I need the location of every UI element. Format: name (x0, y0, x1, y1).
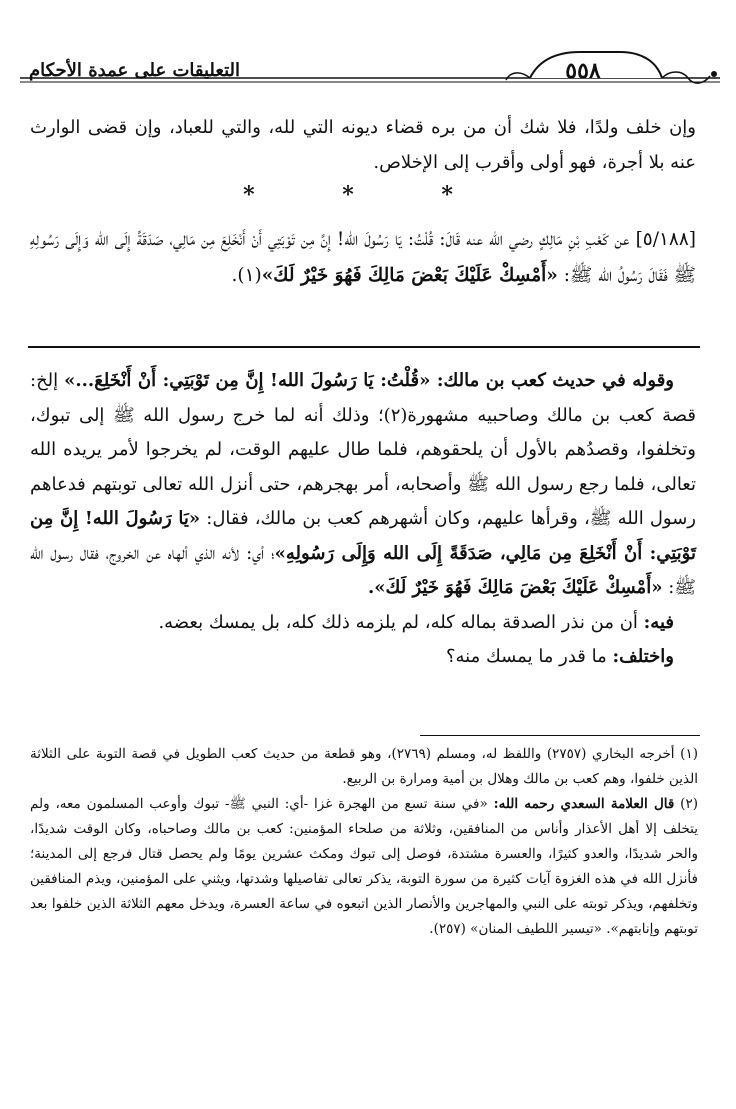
page-number: ٥٥٨ (565, 58, 601, 84)
section-separator: * * * (243, 182, 493, 208)
hadith-block (30, 222, 696, 294)
hadith-number: [٥/١٨٨] (635, 229, 696, 250)
footnote-2-text: «في سنة تسع من الهجرة غزا -أي: النبي ﷺ- تبوك وأوعب المسلمون معه، ولم يتخلف إلا أهل الأعذار وأناس من المنافقين، وثلاثة من صلحاء المؤمنين: كعب بن مالك وصاحباه، وكان الوقت شديدًا، والحر شديدًا، والعدو كثيرًا، والعسرة مشتدة، فوصل إلى تبوك ومكث عشرين يومًا ولم يحصل قتال فرجع إلى المدينة؛ فأنزل الله في هذه الغزوة آيات كثيرة من سورة التوبة، يذكر تعالى تفاصيلها وشدتها، ويثني على المؤمنين، ويذم المنافقين وتخلفهم، ويذكر توبته على النبي والمهاجرين والأنصار الذين اتبعوه في ساعة العسرة، ويدخل معهم الثلاثة الذين خلفوا بعد توبتهم وإنابتهم». «تيسير اللطيف المنان» (٢٥٧). (30, 796, 698, 937)
benefit-paragraph (30, 606, 696, 641)
footnotes (30, 742, 698, 942)
footnote-1 (30, 742, 698, 792)
running-title: التعليقات على عمدة الأحكام (28, 60, 240, 81)
main-divider (28, 346, 700, 348)
footnote-ref: (١). (231, 265, 262, 286)
footnote-divider (420, 735, 700, 736)
commentary (30, 364, 696, 675)
footnote-1-text: أخرجه البخاري (٢٧٥٧) واللفظ له، ومسلم (٢٧٦٩)، وهو قطعة من حديث كعب الطويل في قصة التوبة على الثلاثة الذين خلفوا، وهم كعب بن مالك وهلال بن أمية ومرارة بن الربيع. (30, 746, 698, 787)
footnote-2 (30, 792, 698, 942)
footnote-1-mark: (١) (680, 746, 698, 762)
hadith-text: عن كَعْبِ بْنِ مَالِكٍ رضي الله عنه قَالَ: قُلْتُ: يَا رَسُولَ الله! إِنَّ مِن تَوْبَتِي أَنْ أَنْخَلِعَ مِن مَالِي، صَدَقَةً إِلَى الله وَإِلَى رَسُولِهِ ﷺ فَقَالَ رَسُولُ الله ﷺ: (30, 229, 696, 286)
footnote-2-label: قال العلامة السعدي رحمه الله: (493, 796, 675, 812)
commentary-mid: ؛ أي: لأنه الذي ألهاه عن الخروج، فقال رسول الله ﷺ: (30, 542, 696, 598)
benefit-label: فيه: (643, 611, 674, 633)
hadith-quote: «أَمْسِكْ عَلَيْكَ بَعْضَ مَالِكَ فَهُوَ خَيْرٌ لَكَ» (261, 265, 558, 286)
commentary-lead: وقوله في حديث كعب بن مالك: «قُلْتُ: يَا رَسُولَ الله! إِنَّ مِن تَوْبَتِي: أَنْ أَنْخَلِعَ...» (64, 370, 674, 391)
benefit-text: أن من نذر الصدقة بماله كله، لم يلزمه ذلك كله، بل يمسك بعضه. (158, 611, 638, 633)
intro-paragraph: وإن خلف ولدًا، فلا شك أن من بره قضاء ديونه التي لله، والتي للعباد، وإن قضى الوارث عنه بلا أجرة، فهو أولى وأقرب إلى الإخلاص. (30, 117, 696, 173)
page-header (20, 48, 720, 98)
disagreement-label: واختلف: (612, 646, 674, 667)
commentary-quote-2: «أَمْسِكْ عَلَيْكَ بَعْضَ مَالِكَ فَهُوَ خَيْرٌ لَكَ». (368, 577, 663, 598)
disagreement-paragraph (30, 640, 696, 675)
commentary-body: إلخ: قصة كعب بن مالك وصاحبيه مشهورة(٢)؛ وذلك أنه لما خرج رسول الله ﷺ إلى تبوك، وتخلفوا، وقصدُهم بالأول أن يلحقوهم، فلما طال عليهم الوقت، لم يخرجوا لأمر يريده الله تعالى، فلما رجع رسول الله ﷺ وأصحابه، أمر بهجرهم، حتى أنزل الله تعالى توبتهم فدعاهم رسول الله ﷺ، وقرأها عليهم، وكان أشهرهم كعب بن مالك، فقال: (30, 370, 696, 529)
disagreement-text: ما قدر ما يمسك منه؟ (445, 646, 607, 667)
commentary-paragraph (30, 364, 696, 606)
commentary-quote: «يَا رَسُولَ الله! إِنَّ مِن تَوْبَتِي: أَنْ أَنْخَلِعَ مِن مَالِي، صَدَقَةً إِلَى الله وَإِلَى رَسُولِهِ» (30, 508, 696, 564)
footnote-2-mark: (٢) (680, 796, 698, 812)
